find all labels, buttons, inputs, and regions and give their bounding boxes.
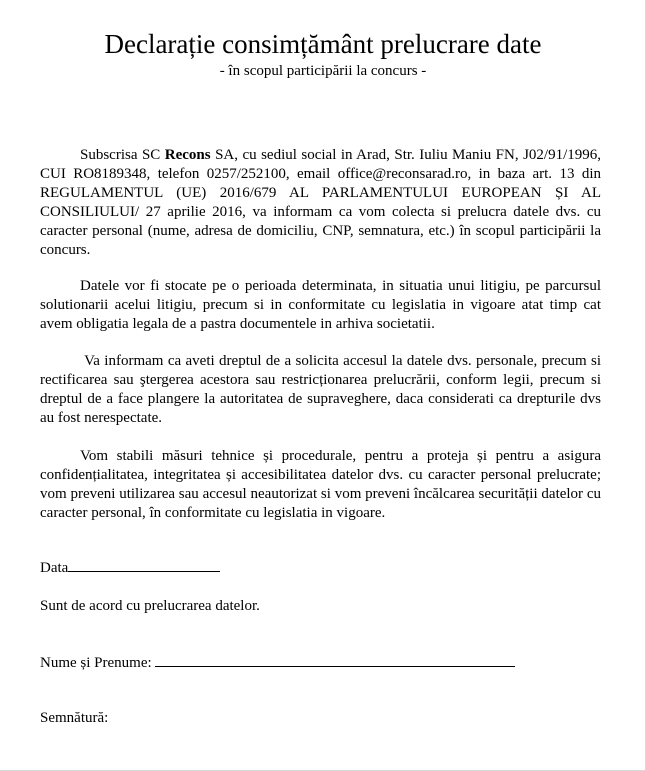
storage-text: Datele vor fi stocate pe o perioada determinata, in situatia unui litigiu, pe parcursul solutionarii acelui litigiu, precum si in conformitate cu legislatia in vigoare atat timp cat avem obligatia legala de a pastra documentele in arhiva societatii. <box>40 278 601 332</box>
signature-label: Semnătură: <box>40 710 109 726</box>
document-subtitle: - în scopul participării la concurs - <box>219 63 427 79</box>
name-blank-line[interactable] <box>155 652 515 667</box>
paragraph-rights <box>40 352 601 428</box>
intro-text-rest: SA, cu sediul social in Arad, Str. Iuliu Maniu FN, J02/91/1996, CUI RO8189348, telefon 0257/252100, email office@reconsarad.ro, in baza art. 13 din REGULAMENTUL (UE) 2016/679 AL PARLAMENTULUI EUROPEAN ȘI AL CONSILIULUI/ 27 aprilie 2016, va informam ca vom colecta si prelucra datele dvs. cu caracter personal (nume, adresa de domiciliu, CNP, semnatura, etc.) în scopul participării la concurs. <box>40 147 601 258</box>
intro-text-start: Subscrisa SC <box>80 147 165 163</box>
document-title: Declarație consimțământ prelucrare date <box>104 29 542 59</box>
name-label: Nume și Prenume: <box>40 655 156 671</box>
date-blank-line[interactable] <box>68 557 220 572</box>
rights-text: Va informam ca aveti dreptul de a solicita accesul la datele dvs. personale, precum si rectificarea sau ştergerea acestora sau restricționarea prelucrării, conform legii, precum si dreptul de a face plangere la autoritatea de supraveghere, daca considerati ca drepturile dvs au fost nerespectate. <box>40 353 601 426</box>
consent-statement: Sunt de acord cu prelucrarea datelor. <box>40 598 260 614</box>
paragraph-security <box>40 447 601 523</box>
date-field <box>40 557 220 578</box>
company-name: Recons <box>164 147 211 163</box>
security-text: Vom stabili măsuri tehnice și procedurale, pentru a proteja și pentru a asigura confidențialitatea, integritatea și accesibilitatea datelor dvs. cu caracter personal prelucrate; vom preveni utilizarea sau accesul neautorizat si vom preveni încălcarea securității datelor cu caracter personal, în conformitate cu legislatia in vigoare. <box>40 448 601 521</box>
date-label: Data <box>40 560 69 576</box>
paragraph-storage <box>40 277 601 334</box>
name-field <box>40 652 515 673</box>
paragraph-intro <box>40 146 601 260</box>
